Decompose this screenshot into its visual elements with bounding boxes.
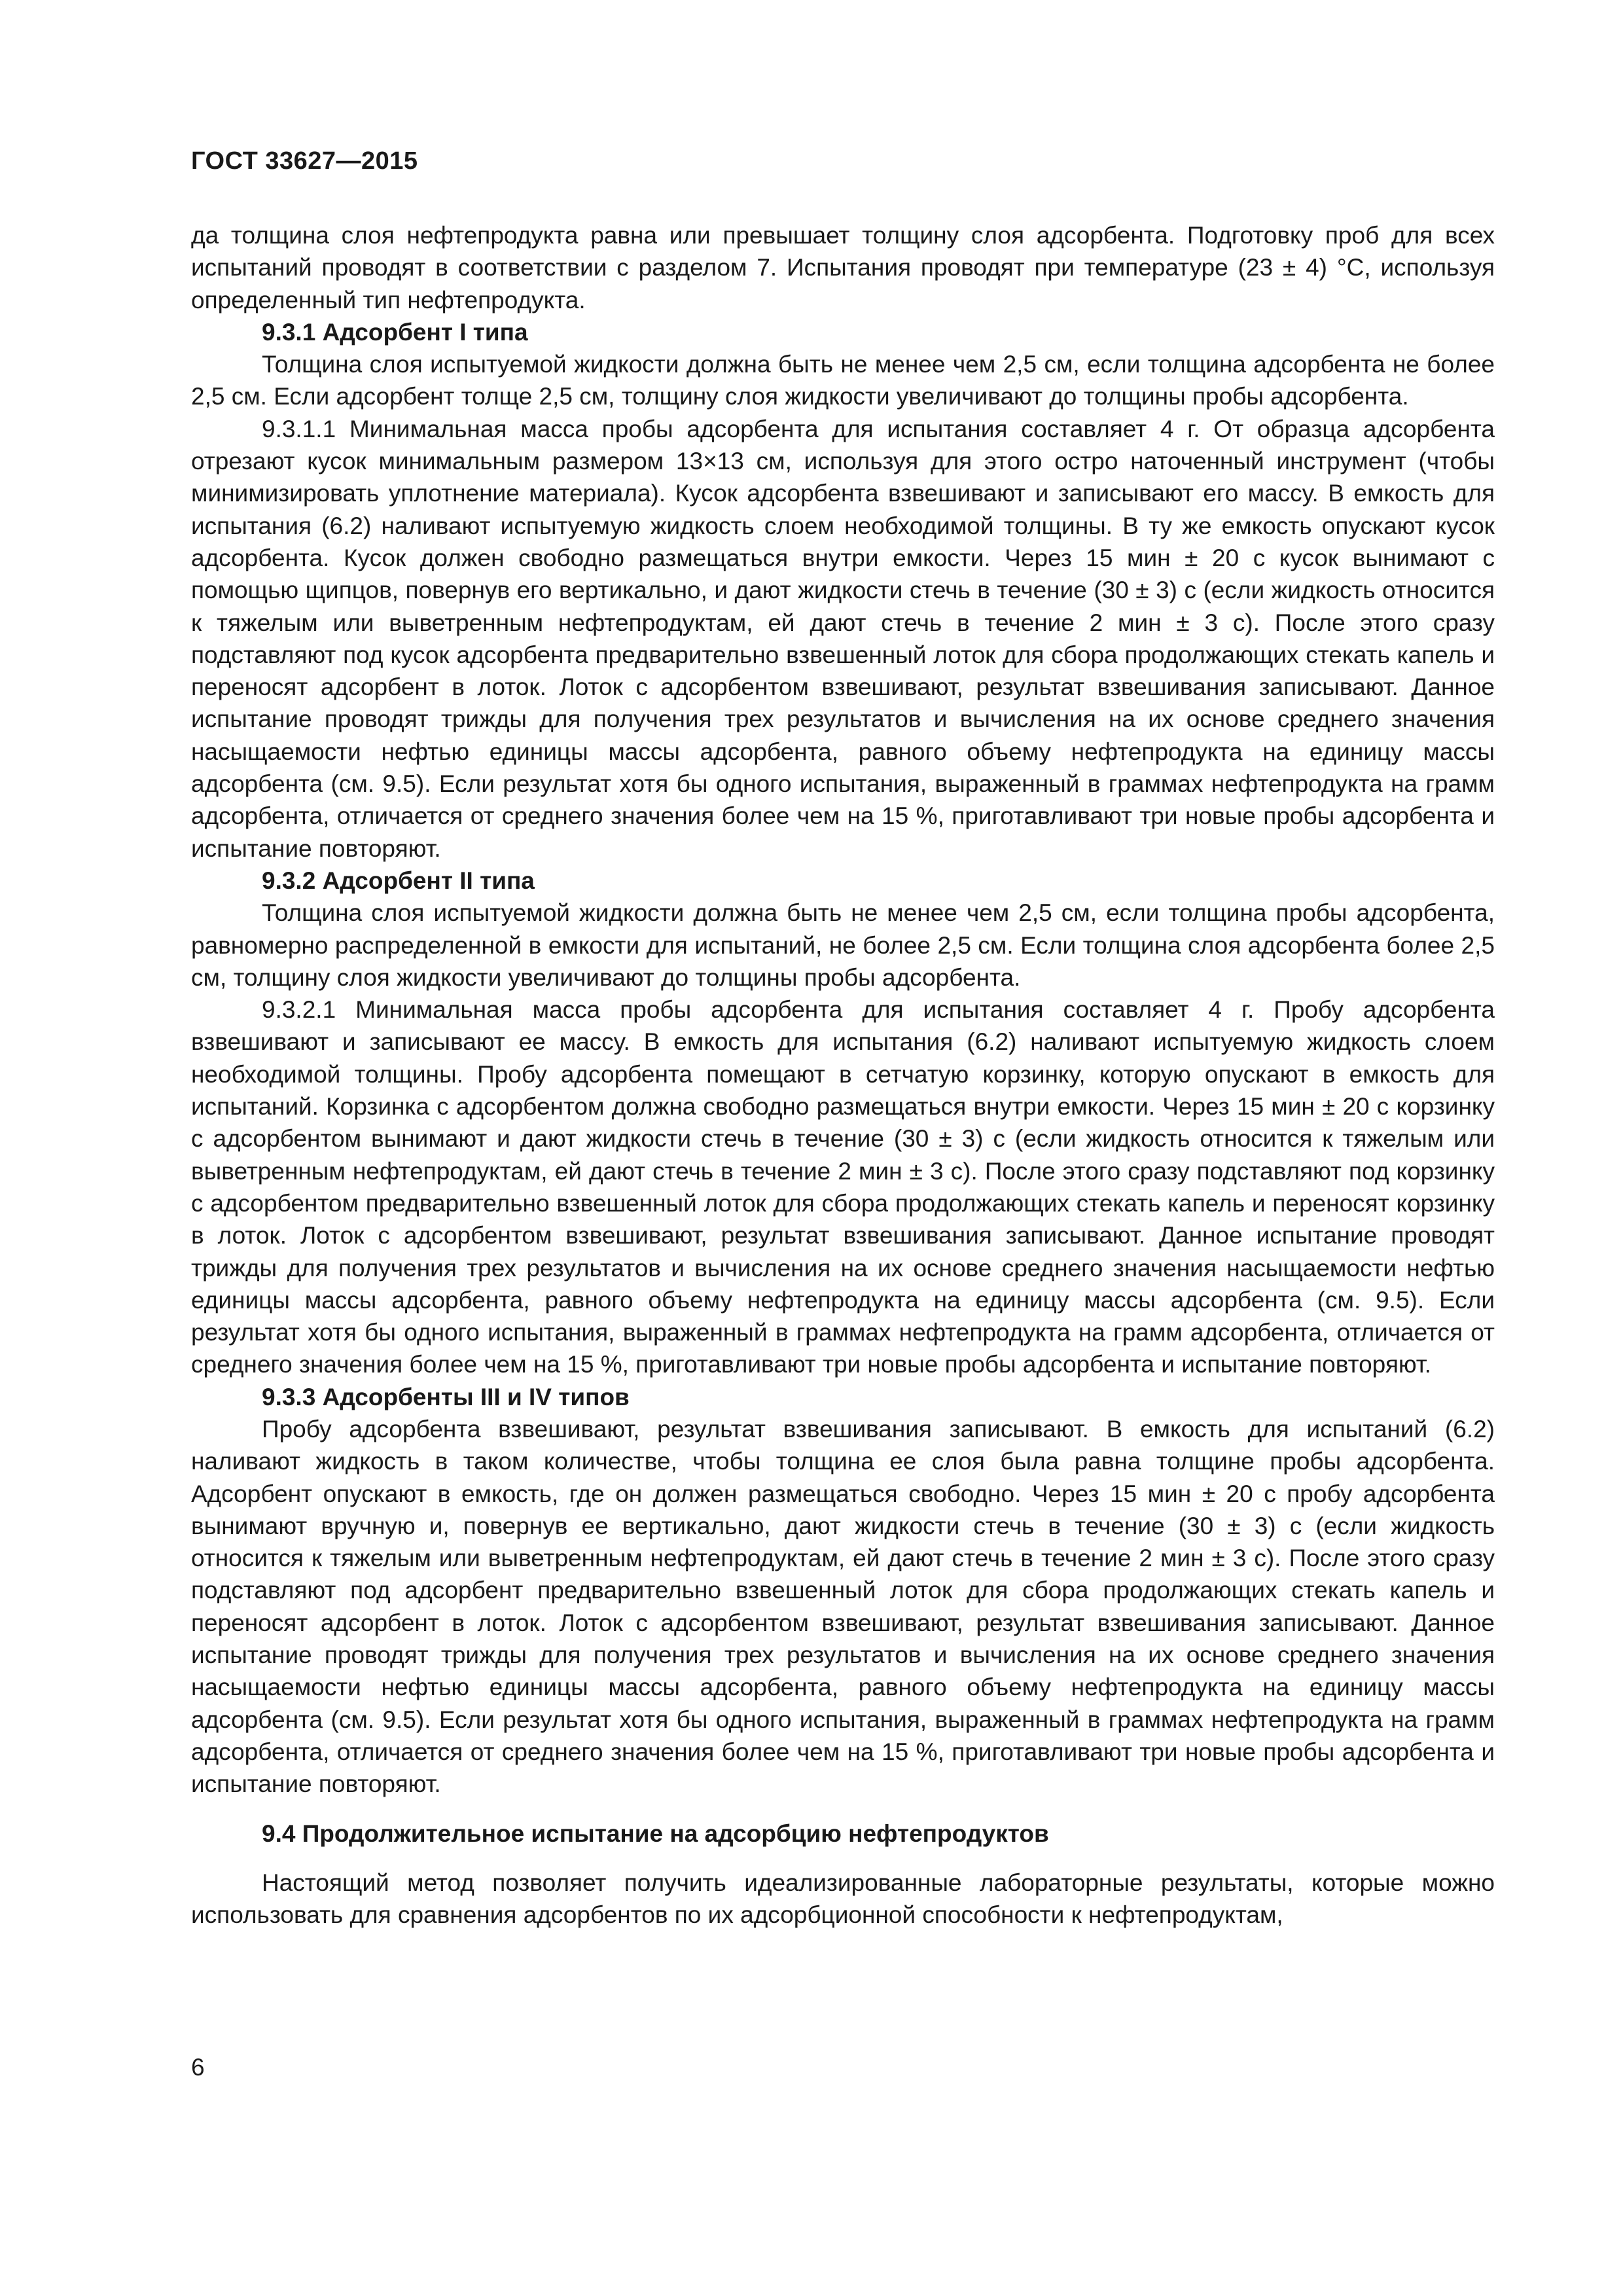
paragraph-continuation: да толщина слоя нефтепродукта равна или превышает толщину слоя адсорбента. Подготовку проб для всех испытаний проводят в соответствии с разделом 7. Испытания проводят при температуре (23 ± 4) °С, используя определенный тип нефтепродукта. xyxy=(191,222,1495,314)
subsection-heading-9-3-3: 9.3.3 Адсорбенты III и IV типов xyxy=(262,1383,630,1410)
subsection-heading-9-3-1: 9.3.1 Адсорбент I типа xyxy=(262,318,528,346)
subsection-heading-9-3-2: 9.3.2 Адсорбент II типа xyxy=(262,867,535,894)
paragraph: Толщина слоя испытуемой жидкости должна быть не менее чем 2,5 см, если толщина пробы адсорбента, равномерно распределенной в емкости для испытаний, не более 2,5 см. Если толщина слоя адсорбента более 2,5 см, толщину слоя жидкости увеличивают до толщины пробы адсорбента. xyxy=(191,899,1495,991)
paragraph-9-3-1-1: 9.3.1.1 Минимальная масса пробы адсорбента для испытания составляет 4 г. От образца адсорбента отрезают кусок минимальным размером 13×13 см, используя для этого остро наточенный инструмент (чтобы минимизировать уплотнение материала). Кусок адсорбента взвешивают и записывают его массу. В емкость для испытания (6.2) наливают испытуемую жидкость слоем необходимой толщины. В ту же емкость опускают кусок адсорбента. Кусок должен свободно размещаться внутри емкости. Через 15 мин ± 20 с кусок вынимают с помощью щипцов, повернув его вертикально, и дают жидкости стечь в течение (30 ± 3) с (если жидкость относится к тяжелым или выветренным нефтепродуктам, ей дают стечь в течение 2 мин ± 3 с). После этого сразу подставляют под кусок адсорбента предварительно взвешенный лоток для сбора продолжающих стекать капель и переносят адсорбент в лоток. Лоток с адсорбентом взвешивают, результат взвешивания записывают. Данное испытание проводят трижды для получения трех результатов и вычисления на их основе среднего значения насыщаемости нефтью единицы массы адсорбента, равного объему нефтепродукта на единицу массы адсорбента (см. 9.5). Если результат хотя бы одного испытания, выраженный в граммах нефтепродукта на грамм адсорбента, отличается от среднего значения более чем на 15 %, приготавливают три новые пробы адсорбента и испытание повторяют. xyxy=(191,415,1495,862)
document-header: ГОСТ 33627—2015 xyxy=(191,147,418,175)
paragraph-9-3-2-1: 9.3.2.1 Минимальная масса пробы адсорбента для испытания составляет 4 г. Пробу адсорбента взвешивают и записывают ее массу. В емкость для испытания (6.2) наливают испытуемую жидкость слоем необходимой толщины. Пробу адсорбента помещают в сетчатую корзинку, которую опускают в емкость для испытаний. Корзинка с адсорбентом должна свободно размещаться внутри емкости. Через 15 мин ± 20 с корзинку с адсорбентом вынимают и дают жидкости стечь в течение (30 ± 3) с (если жидкость относится к тяжелым или выветренным нефтепродуктам, ей дают стечь в течение 2 мин ± 3 с). После этого сразу подставляют под корзинку с адсорбентом предварительно взвешенный лоток для сбора продолжающих стекать капель и переносят корзинку в лоток. Лоток с адсорбентом взвешивают, результат взвешивания записывают. Данное испытание проводят трижды для получения трех результатов и вычисления на их основе среднего значения насыщаемости нефтью единицы массы адсорбента, равного объему нефтепродукта на единицу массы адсорбента (см. 9.5). Если результат хотя бы одного испытания, выраженный в граммах нефтепродукта на грамм адсорбента, отличается от среднего значения более чем на 15 %, приготавливают три новые пробы адсорбента и испытание повторяют. xyxy=(191,996,1495,1378)
document-body xyxy=(191,219,1495,1931)
section-heading-9-4: 9.4 Продолжительное испытание на адсорбцию нефтепродуктов xyxy=(262,1820,1049,1847)
paragraph: Толщина слоя испытуемой жидкости должна быть не менее чем 2,5 см, если толщина адсорбента не более 2,5 см. Если адсорбент толще 2,5 см, толщину слоя жидкости увеличивают до толщины пробы адсорбента. xyxy=(191,351,1495,410)
paragraph: Настоящий метод позволяет получить идеализированные лабораторные результаты, которые можно использовать для сравнения адсорбентов по их адсорбционной способности к нефтепродуктам, xyxy=(191,1869,1495,1929)
page-number: 6 xyxy=(191,2054,205,2081)
paragraph: Пробу адсорбента взвешивают, результат взвешивания записывают. В емкость для испытаний (6.2) наливают жидкость в таком количестве, чтобы толщина ее слоя была равна толщине пробы адсорбента. Адсорбент опускают в емкость, где он должен размещаться свободно. Через 15 мин ± 20 с пробу адсорбента вынимают вручную и, повернув ее вертикально, дают жидкости стечь в течение (30 ± 3) с (если жидкость относится к тяжелым или выветренным нефтепродуктам, ей дают стечь в течение 2 мин ± 3 с). После этого сразу подставляют под адсорбент предварительно взвешенный лоток для сбора продолжающих стекать капель и переносят адсорбент в лоток. Лоток с адсорбентом взвешивают, результат взвешивания записывают. Данное испытание проводят трижды для получения трех результатов и вычисления на их основе среднего значения насыщаемости нефтью единицы массы адсорбента, равного объему нефтепродукта на единицу массы адсорбента (см. 9.5). Если результат хотя бы одного испытания, выраженный в граммах нефтепродукта на грамм адсорбента, отличается от среднего значения более чем на 15 %, приготавливают три новые пробы адсорбента и испытание повторяют. xyxy=(191,1415,1495,1798)
